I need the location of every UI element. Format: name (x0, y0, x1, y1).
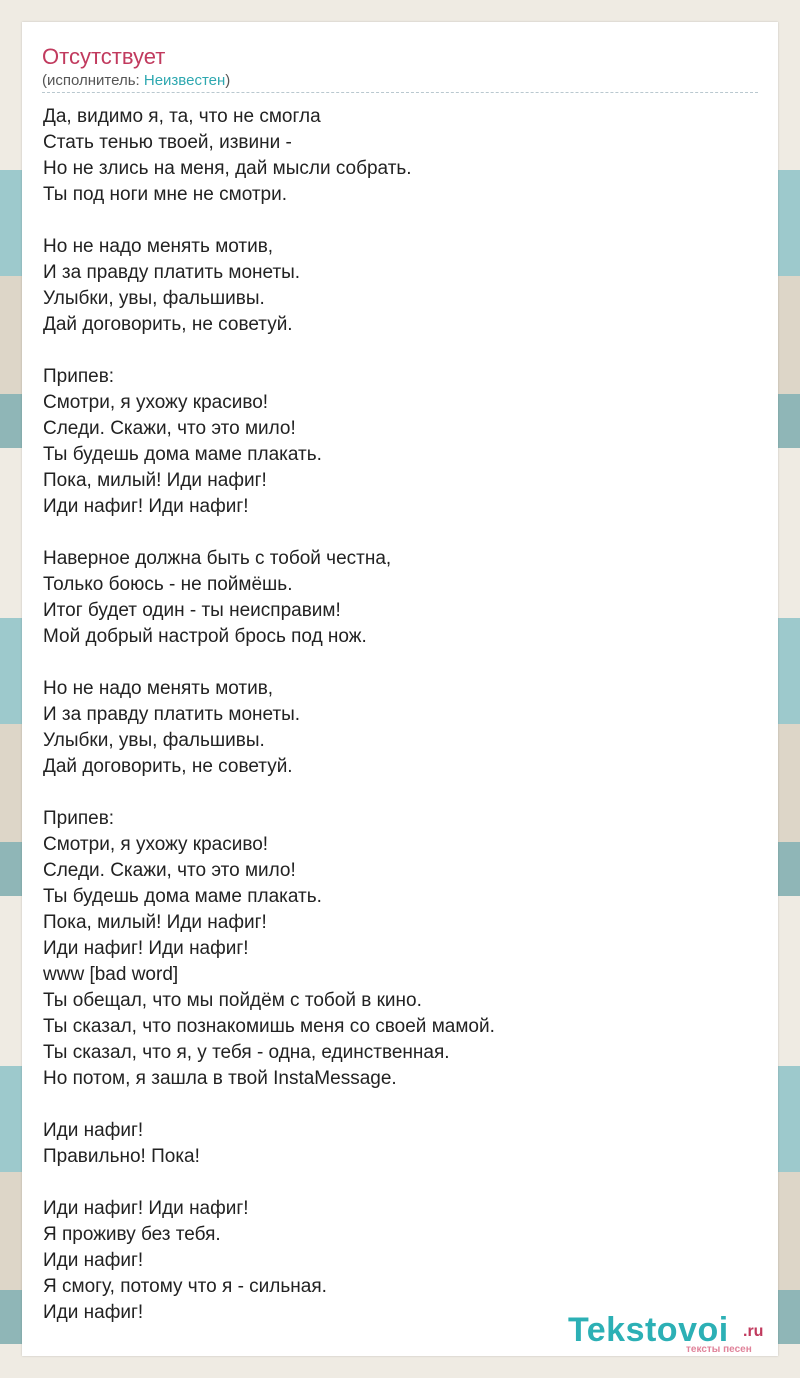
lyric-line: Но не злись на меня, дай мысли собрать. (43, 158, 412, 179)
lyric-line: И за правду платить монеты. (43, 704, 301, 725)
lyric-line: Иди нафиг! Иди нафиг! (43, 938, 249, 959)
stanza-gap (43, 1092, 763, 1118)
lyric-line: www [bad word] (43, 964, 179, 985)
lyric-line: Дай договорить, не советуй. (43, 756, 293, 777)
lyric-line: Но не надо менять мотив, (43, 236, 274, 257)
stanza-gap (43, 780, 763, 806)
artist-prefix: (исполнитель: (42, 72, 144, 89)
lyric-line: Я смогу, потому что я - сильная. (43, 1276, 327, 1297)
lyric-line: Припев: (43, 366, 115, 387)
divider (42, 92, 758, 93)
lyric-line: Смотри, я ухожу красиво! (43, 392, 269, 413)
lyric-line: Но потом, я зашла в твой InstaMessage. (43, 1068, 397, 1089)
site-logo[interactable] (568, 1311, 778, 1355)
lyric-line: Ты сказал, что познакомишь меня со своей мамой. (43, 1016, 495, 1037)
lyric-line: Улыбки, увы, фальшивы. (43, 730, 265, 751)
logo-name: Tekstovoi (568, 1311, 729, 1349)
artist-link[interactable]: Неизвестен (143, 72, 226, 89)
artist-line (42, 72, 230, 90)
lyric-line: Иди нафиг! (43, 1250, 144, 1271)
lyric-line: И за правду платить монеты. (43, 262, 301, 283)
lyric-line: Ты под ноги мне не смотри. (43, 184, 288, 205)
lyric-line: Иди нафиг! Иди нафиг! (43, 496, 249, 517)
lyric-line: Стать тенью твоей, извини - (43, 132, 292, 153)
lyric-line: Итог будет один - ты неисправим! (43, 600, 341, 621)
logo-tagline: тексты песен (686, 1344, 752, 1355)
lyrics-card (22, 22, 778, 1356)
lyric-line: Иди нафиг! (43, 1302, 144, 1323)
lyric-line: Иди нафиг! Иди нафиг! (43, 1198, 249, 1219)
stanza-gap (43, 520, 763, 546)
lyric-line: Следи. Скажи, что это мило! (43, 418, 296, 439)
lyric-line: Я проживу без тебя. (43, 1224, 221, 1245)
lyric-line: Иди нафиг! (43, 1120, 144, 1141)
lyrics-body (43, 104, 763, 1326)
lyric-line: Дай договорить, не советуй. (43, 314, 293, 335)
lyric-line: Следи. Скажи, что это мило! (43, 860, 296, 881)
stanza-gap (43, 338, 763, 364)
lyric-line: Пока, милый! Иди нафиг! (43, 470, 267, 491)
lyric-line: Ты будешь дома маме плакать. (43, 886, 322, 907)
lyric-line: Только боюсь - не поймёшь. (43, 574, 293, 595)
logo-tld: .ru (743, 1323, 764, 1340)
lyric-line: Улыбки, увы, фальшивы. (43, 288, 265, 309)
lyric-line: Ты будешь дома маме плакать. (43, 444, 322, 465)
lyric-line: Ты обещал, что мы пойдём с тобой в кино. (43, 990, 422, 1011)
lyric-line: Ты сказал, что я, у тебя - одна, единственная. (43, 1042, 450, 1063)
song-title: Отсутствует (42, 44, 166, 69)
stanza-gap (43, 208, 763, 234)
lyric-line: Пока, милый! Иди нафиг! (43, 912, 267, 933)
lyric-line: Припев: (43, 808, 115, 829)
lyric-line: Да, видимо я, та, что не смогла (43, 106, 321, 127)
lyric-line: Смотри, я ухожу красиво! (43, 834, 269, 855)
lyric-line: Наверное должна быть с тобой честна, (43, 548, 392, 569)
lyric-line: Правильно! Пока! (43, 1146, 200, 1167)
artist-suffix: ) (225, 72, 231, 89)
stanza-gap (43, 1170, 763, 1196)
lyric-line: Но не надо менять мотив, (43, 678, 274, 699)
stanza-gap (43, 650, 763, 676)
lyric-line: Мой добрый настрой брось под нож. (43, 626, 367, 647)
